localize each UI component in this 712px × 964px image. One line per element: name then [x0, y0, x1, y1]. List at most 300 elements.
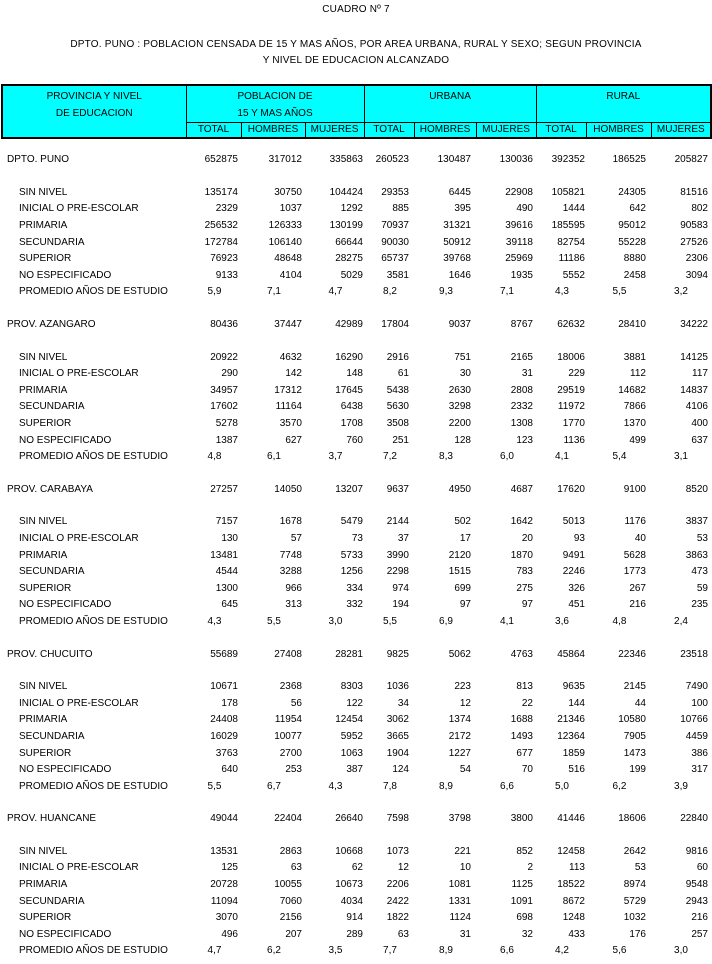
- table-row: [1, 844, 710, 861]
- table-row: [1, 614, 710, 631]
- table-cell: 2863: [279, 845, 302, 857]
- table-cell: 54: [459, 764, 471, 776]
- table-cell: 55228: [618, 236, 646, 248]
- table-cell: 10671: [210, 681, 238, 693]
- table-cell: 10055: [274, 879, 302, 891]
- table-cell: 8672: [562, 895, 585, 907]
- section-total-row: [1, 646, 710, 663]
- table-cell: 290: [221, 368, 238, 380]
- table-cell: 4034: [340, 895, 363, 907]
- table-cell: 2206: [386, 879, 409, 891]
- header-poblacion-line-2: 15 Y MAS AÑOS: [237, 108, 313, 119]
- table-cell: 813: [516, 681, 533, 693]
- table-cell: 223: [454, 681, 471, 693]
- table-cell: 16290: [335, 351, 363, 363]
- header-rural-hombres: HOMBRES: [586, 123, 651, 139]
- row-label: SUPERIOR: [19, 582, 72, 594]
- spacer-row: [1, 630, 710, 646]
- table-cell: 126333: [268, 220, 302, 232]
- table-cell: 1822: [386, 912, 409, 924]
- table-cell: 4104: [279, 269, 302, 281]
- table-cell: 100: [691, 697, 708, 709]
- table-cell: 39616: [505, 220, 533, 232]
- table-cell: 93: [573, 532, 585, 544]
- table-cell: 2808: [510, 384, 533, 396]
- table-cell: 229: [568, 368, 585, 380]
- table-cell: 106140: [268, 236, 302, 248]
- table-cell: 2943: [685, 895, 708, 907]
- table-cell: 76923: [210, 253, 238, 265]
- section-total-cell: 17620: [557, 483, 585, 495]
- table-cell: 3570: [279, 418, 302, 430]
- table-cell: 640: [221, 764, 238, 776]
- table-cell: 7490: [685, 681, 708, 693]
- table-cell: 113: [569, 862, 585, 874]
- table-row: [1, 860, 710, 877]
- table-cell: 53: [634, 862, 646, 874]
- spacer-row: [1, 301, 710, 317]
- table-cell: 802: [691, 203, 708, 215]
- row-label: SECUNDARIA: [19, 566, 85, 578]
- spacer-row: [1, 795, 710, 811]
- table-cell: 1081: [448, 879, 471, 891]
- table-cell: 11186: [558, 253, 585, 265]
- table-cell: 1688: [510, 714, 533, 726]
- table-cell: 2306: [685, 253, 708, 265]
- section-total-cell: 186525: [612, 154, 646, 166]
- table-cell: 6,6: [500, 945, 514, 957]
- spacer-cell: [1, 169, 710, 185]
- row-label: SUPERIOR: [19, 418, 72, 430]
- table-cell: 30750: [274, 186, 302, 198]
- table-cell: 966: [285, 582, 302, 594]
- table-cell: 326: [568, 582, 585, 594]
- table-cell: 251: [392, 434, 409, 446]
- section-total-cell: 45864: [557, 648, 585, 660]
- table-cell: 885: [392, 203, 409, 215]
- table-cell: 7748: [279, 549, 302, 561]
- table-cell: 1370: [623, 418, 646, 430]
- header-urbana-hombres: HOMBRES: [414, 123, 476, 139]
- table-row: [1, 927, 710, 944]
- table-cell: 9816: [685, 845, 708, 857]
- table-cell: 1331: [448, 895, 471, 907]
- table-cell: 104424: [329, 186, 363, 198]
- table-cell: 207: [285, 928, 302, 940]
- table-cell: 3581: [386, 269, 409, 281]
- table-cell: 9133: [215, 269, 238, 281]
- table-cell: 128: [454, 434, 471, 446]
- table-body: [1, 152, 710, 960]
- table-cell: 2458: [623, 269, 646, 281]
- spacer-cell: [1, 795, 710, 811]
- table-cell: 125: [221, 862, 238, 874]
- table-cell: 6,2: [612, 780, 627, 792]
- table-cell: 178: [221, 697, 238, 709]
- table-cell: 97: [521, 599, 533, 611]
- table-cell: 499: [629, 434, 646, 446]
- table-cell: 12364: [557, 730, 585, 742]
- table-cell: 698: [516, 912, 533, 924]
- table-cell: 2368: [279, 681, 302, 693]
- row-label: PRIMARIA: [19, 879, 68, 891]
- table-row: [1, 943, 710, 960]
- row-label: SUPERIOR: [19, 253, 72, 265]
- table-cell: 852: [516, 845, 533, 857]
- section-total-cell: 14050: [274, 483, 302, 495]
- table-cell: 95012: [618, 220, 646, 232]
- section-total-cell: 7598: [386, 813, 409, 825]
- table-cell: 5552: [562, 269, 585, 281]
- row-label: NO ESPECIFICADO: [19, 434, 112, 446]
- spacer-cell: [1, 828, 710, 844]
- table-cell: 5479: [340, 516, 363, 528]
- table-cell: 6,1: [267, 451, 281, 463]
- table-cell: 90030: [381, 236, 409, 248]
- table-cell: 8,9: [439, 945, 453, 957]
- table-cell: 473: [691, 566, 708, 578]
- table-cell: 3,0: [674, 945, 688, 957]
- table-row: [1, 564, 710, 581]
- table-row: [1, 514, 710, 531]
- table-cell: 5,5: [207, 780, 222, 792]
- table-cell: 3062: [386, 714, 409, 726]
- table-cell: 4,3: [555, 286, 569, 298]
- table-cell: 31: [459, 928, 471, 940]
- table-cell: 3665: [386, 730, 409, 742]
- row-label: SECUNDARIA: [19, 236, 85, 248]
- table-cell: 332: [346, 599, 363, 611]
- table-cell: 194: [392, 599, 409, 611]
- table-cell: 73: [351, 532, 363, 544]
- section-total-cell: 28410: [618, 319, 646, 331]
- table-row: [1, 531, 710, 548]
- table-cell: 29519: [557, 384, 585, 396]
- table-cell: 2700: [279, 747, 302, 759]
- section-total-cell: 3798: [448, 813, 471, 825]
- table-cell: 914: [346, 912, 363, 924]
- table-row: [1, 234, 710, 251]
- table-cell: 97: [459, 599, 471, 611]
- table-cell: 1292: [340, 203, 363, 215]
- table-cell: 1473: [623, 747, 646, 759]
- table-cell: 10766: [680, 714, 708, 726]
- spacer-cell: [1, 466, 710, 482]
- table-number: CUADRO Nº 7: [322, 4, 390, 15]
- table-cell: 37: [397, 532, 409, 544]
- row-label: PRIMARIA: [19, 220, 68, 232]
- table-cell: 7060: [279, 895, 302, 907]
- table-cell: 235: [691, 599, 708, 611]
- table-cell: 4,3: [207, 615, 222, 627]
- table-cell: 216: [629, 599, 646, 611]
- table-cell: 130: [221, 532, 238, 544]
- table-cell: 1308: [510, 418, 533, 430]
- table-cell: 4,3: [328, 780, 343, 792]
- table-cell: 4,1: [500, 615, 514, 627]
- table-cell: 433: [568, 928, 585, 940]
- row-label: INICIAL O PRE-ESCOLAR: [19, 532, 139, 544]
- row-label: INICIAL O PRE-ESCOLAR: [19, 368, 139, 380]
- table-cell: 48648: [274, 253, 302, 265]
- table-cell: 2172: [448, 730, 471, 742]
- table-cell: 8880: [623, 253, 646, 265]
- table-cell: 63: [397, 928, 409, 940]
- table-cell: 34: [397, 697, 409, 709]
- table-cell: 1708: [340, 418, 363, 430]
- table-cell: 5,0: [555, 780, 569, 792]
- table-cell: 496: [221, 928, 238, 940]
- table-cell: 642: [629, 203, 646, 215]
- table-cell: 63: [290, 862, 302, 874]
- header-provincia-line-2: DE EDUCACION: [55, 108, 133, 119]
- row-label: INICIAL O PRE-ESCOLAR: [19, 862, 139, 874]
- table-row: [1, 547, 710, 564]
- table-cell: 11094: [210, 895, 238, 907]
- table-cell: 2145: [623, 681, 646, 693]
- table-header: [1, 84, 712, 139]
- table-cell: 24305: [618, 186, 646, 198]
- table-cell: 2: [527, 862, 533, 874]
- row-label: PROMEDIO AÑOS DE ESTUDIO: [19, 286, 168, 298]
- section-total-cell: 26640: [335, 813, 363, 825]
- row-label: SUPERIOR: [19, 912, 72, 924]
- table-cell: 5733: [340, 549, 363, 561]
- table-cell: 17312: [274, 384, 302, 396]
- table-cell: 1515: [448, 566, 471, 578]
- table-cell: 10: [459, 862, 471, 874]
- table-cell: 2165: [510, 351, 533, 363]
- table-row: [1, 729, 710, 746]
- table-cell: 39768: [443, 253, 471, 265]
- table-row: [1, 185, 710, 202]
- table-cell: 387: [346, 764, 363, 776]
- table-cell: 4,7: [328, 286, 343, 298]
- table-cell: 4,2: [555, 945, 569, 957]
- table-cell: 7157: [215, 516, 238, 528]
- table-cell: 22908: [505, 186, 533, 198]
- table-cell: 1073: [386, 845, 409, 857]
- table-cell: 1032: [623, 912, 646, 924]
- table-cell: 1176: [624, 516, 646, 528]
- table-cell: 2916: [386, 351, 409, 363]
- table-cell: 1870: [510, 549, 533, 561]
- table-cell: 9635: [562, 681, 585, 693]
- header-hombres: HOMBRES: [241, 123, 305, 139]
- section-total-cell: 8767: [510, 319, 533, 331]
- table-row: [1, 712, 710, 729]
- table-cell: 5278: [215, 418, 238, 430]
- spacer-cell: [1, 630, 710, 646]
- table-cell: 1773: [623, 566, 646, 578]
- table-cell: 10668: [335, 845, 363, 857]
- header-rural-mujeres: MUJERES: [651, 123, 711, 139]
- table-cell: 637: [691, 434, 708, 446]
- table-cell: 2156: [279, 912, 302, 924]
- table-cell: 112: [630, 368, 646, 380]
- table-cell: 66644: [335, 236, 363, 248]
- table-cell: 20728: [210, 879, 238, 891]
- table-cell: 386: [691, 747, 708, 759]
- table-cell: 28275: [335, 253, 363, 265]
- table-cell: 3,6: [555, 615, 569, 627]
- table-cell: 11954: [274, 714, 302, 726]
- table-cell: 8303: [340, 681, 363, 693]
- table-cell: 32: [521, 928, 533, 940]
- section-total-cell: 4687: [510, 483, 533, 495]
- table-cell: 11972: [557, 401, 585, 413]
- table-cell: 1935: [510, 269, 533, 281]
- row-label: SUPERIOR: [19, 747, 72, 759]
- table-cell: 1036: [386, 681, 409, 693]
- table-cell: 12458: [557, 845, 585, 857]
- section-total-row: [1, 152, 710, 169]
- table-cell: 12: [459, 697, 471, 709]
- section-name: DPTO. PUNO: [7, 154, 70, 166]
- table-cell: 11164: [275, 401, 302, 413]
- table-cell: 7,7: [383, 945, 397, 957]
- table-row: [1, 893, 710, 910]
- table-cell: 2329: [215, 203, 238, 215]
- section-total-cell: 9825: [386, 648, 409, 660]
- table-cell: 21346: [557, 714, 585, 726]
- table-row: [1, 432, 710, 449]
- table-row: [1, 268, 710, 285]
- section-total-cell: 392352: [551, 154, 585, 166]
- table-row: [1, 399, 710, 416]
- table-cell: 317: [691, 764, 708, 776]
- table-cell: 39118: [505, 236, 533, 248]
- table-row: [1, 580, 710, 597]
- header-group-rural: RURAL: [536, 85, 711, 123]
- spacer-cell: [1, 333, 710, 349]
- table-cell: 4,1: [555, 451, 569, 463]
- section-name: PROV. HUANCANE: [7, 813, 97, 825]
- header-provincia-line-1: PROVINCIA Y NIVEL: [46, 91, 142, 102]
- row-label: NO ESPECIFICADO: [19, 928, 112, 940]
- table-cell: 17645: [335, 384, 363, 396]
- header-urbana-total: TOTAL: [364, 123, 414, 139]
- table-cell: 8,2: [383, 286, 397, 298]
- table-cell: 27526: [680, 236, 708, 248]
- table-row: [1, 366, 710, 383]
- section-total-cell: 17804: [381, 319, 409, 331]
- table-cell: 9,3: [439, 286, 453, 298]
- table-cell: 59: [696, 582, 708, 594]
- spacer-row: [1, 169, 710, 185]
- section-total-cell: 22404: [274, 813, 302, 825]
- table-cell: 7,1: [267, 286, 281, 298]
- table-cell: 6,2: [267, 945, 281, 957]
- table-cell: 783: [516, 566, 533, 578]
- header-group-poblacion: [186, 85, 364, 123]
- table-cell: 5,5: [267, 615, 281, 627]
- table-cell: 8,9: [439, 780, 453, 792]
- table-cell: 2298: [386, 566, 409, 578]
- section-total-cell: 22840: [680, 813, 708, 825]
- table-row: [1, 218, 710, 235]
- table-cell: 1770: [562, 418, 585, 430]
- table-title-line-2: Y NIVEL DE EDUCACION ALCANZADO: [262, 55, 450, 66]
- table-row: [1, 910, 710, 927]
- table-cell: 22: [521, 697, 533, 709]
- table-cell: 400: [691, 418, 708, 430]
- table-cell: 1248: [562, 912, 585, 924]
- table-cell: 4106: [685, 401, 708, 413]
- table-cell: 105821: [551, 186, 585, 198]
- table-cell: 9491: [562, 549, 585, 561]
- table-cell: 13531: [210, 845, 238, 857]
- table-cell: 5,5: [383, 615, 397, 627]
- table-cell: 10077: [274, 730, 302, 742]
- table-row: [1, 449, 710, 466]
- table-cell: 1646: [448, 269, 471, 281]
- table-cell: 44: [634, 697, 646, 709]
- header-urbana-mujeres: MUJERES: [476, 123, 536, 139]
- row-label: SIN NIVEL: [19, 516, 68, 528]
- header-total: TOTAL: [186, 123, 241, 139]
- table-cell: 627: [285, 434, 302, 446]
- table-cell: 81516: [680, 186, 708, 198]
- table-cell: 90583: [680, 220, 708, 232]
- row-label: SECUNDARIA: [19, 401, 85, 413]
- spacer-row: [1, 498, 710, 514]
- table-cell: 3298: [448, 401, 471, 413]
- section-total-cell: 5062: [448, 648, 471, 660]
- section-total-cell: 41446: [557, 813, 585, 825]
- table-cell: 57: [290, 532, 302, 544]
- table-cell: 5029: [340, 269, 363, 281]
- table-row: [1, 416, 710, 433]
- table-cell: 7,8: [383, 780, 397, 792]
- section-total-cell: 3800: [510, 813, 533, 825]
- table-cell: 10673: [335, 879, 363, 891]
- table-cell: 5952: [340, 730, 363, 742]
- table-cell: 1091: [510, 895, 533, 907]
- table-cell: 3,7: [328, 451, 343, 463]
- table-cell: 117: [692, 368, 708, 380]
- table-row: [1, 597, 710, 614]
- row-label: SIN NIVEL: [19, 845, 68, 857]
- section-total-row: [1, 811, 710, 828]
- table-cell: 40: [634, 532, 646, 544]
- table-cell: 5628: [623, 549, 646, 561]
- table-cell: 3508: [386, 418, 409, 430]
- table-cell: 18006: [557, 351, 585, 363]
- table-cell: 6,0: [500, 451, 514, 463]
- row-label: SIN NIVEL: [19, 351, 68, 363]
- table-cell: 10580: [618, 714, 646, 726]
- table-row: [1, 251, 710, 268]
- table-row: [1, 383, 710, 400]
- table-cell: 2642: [623, 845, 646, 857]
- table-cell: 82754: [557, 236, 585, 248]
- table-cell: 3288: [279, 566, 302, 578]
- section-name: PROV. CHUCUITO: [7, 648, 93, 660]
- table-cell: 30: [459, 368, 471, 380]
- table-cell: 122: [346, 697, 363, 709]
- table-cell: 3094: [685, 269, 708, 281]
- table-cell: 123: [516, 434, 533, 446]
- table-row: [1, 745, 710, 762]
- table-cell: 6,7: [267, 780, 281, 792]
- table-cell: 6,6: [500, 780, 514, 792]
- table-cell: 267: [629, 582, 646, 594]
- row-label: INICIAL O PRE-ESCOLAR: [19, 697, 139, 709]
- section-name: PROV. CARABAYA: [7, 483, 93, 495]
- table-cell: 6,9: [439, 615, 453, 627]
- table-cell: 50912: [443, 236, 471, 248]
